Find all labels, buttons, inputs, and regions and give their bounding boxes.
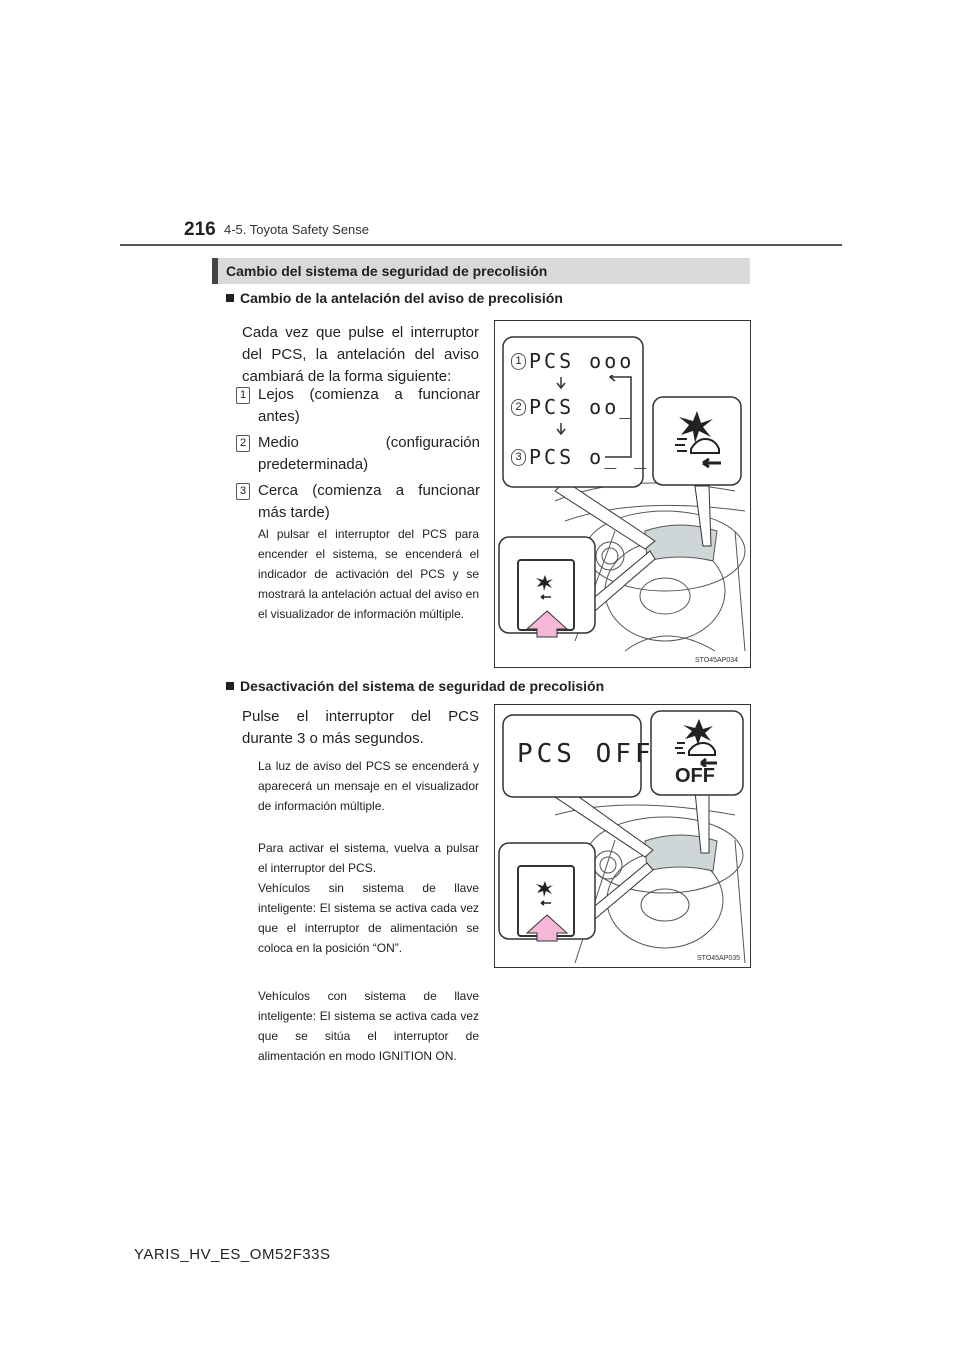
item-3-line1: Cerca (comienza a funcionar [258, 482, 480, 499]
block2-note-1: La luz de aviso del PCS se encenderá y aparecerá un mensaje en el visualizador de información múltiple. [258, 759, 479, 813]
display-line-medium: PCS oo_ [529, 395, 635, 419]
block2-note-3: Vehículos sin sistema de llave inteligente: El sistema se activa cada vez que el interruptor de alimentación se coloca en la posición “ON”. [258, 881, 479, 955]
figure-pcs-off [494, 704, 751, 968]
press-arrow-icon [525, 913, 569, 943]
page-number: 216 [184, 219, 216, 240]
press-arrow-icon [525, 609, 569, 639]
banner-title: Cambio del sistema de seguridad de precolisión [226, 263, 548, 279]
square-bullet-icon [226, 682, 234, 690]
item-2-line2: predeterminada) [258, 456, 369, 473]
item-2-line1: Medio (configuración [258, 434, 480, 451]
cycle-arrows-icon [555, 375, 641, 461]
callout-number: 3 [511, 449, 526, 466]
figure-timing-change [494, 320, 751, 668]
item-1-line1: Lejos (comienza a funcionar [258, 386, 480, 403]
item-number: 3 [236, 483, 250, 500]
off-label: OFF [675, 765, 715, 787]
pcs-warning-icon [667, 409, 729, 471]
figure-code: STO45AP034 [695, 657, 739, 664]
display-pcs-off: PCS OFF [517, 739, 655, 769]
square-bullet-icon [226, 294, 234, 302]
pcs-warning-icon [671, 717, 727, 767]
display-line-far: PCS ooo [529, 349, 635, 373]
block1-heading: Cambio de la antelación del aviso de precolisión [226, 290, 563, 306]
block2-heading: Desactivación del sistema de seguridad de precolisión [226, 678, 604, 694]
callout-number: 2 [511, 399, 526, 416]
header-rule [120, 244, 842, 246]
section-title: 4-5. Toyota Safety Sense [224, 222, 370, 237]
block2-note-4: Vehículos con sistema de llave inteligente: El sistema se activa cada vez que se sitúa el interruptor de alimentación en modo IGNITION ON. [258, 989, 479, 1063]
document-code: YARIS_HV_ES_OM52F33S [134, 1246, 331, 1263]
figure-code: STO45AP035 [697, 955, 741, 962]
item-3-line2: más tarde) [258, 504, 330, 521]
section-banner [212, 258, 750, 284]
item-1-line2: antes) [258, 408, 300, 425]
display-line-near: PCS o_ _ [529, 445, 650, 469]
callout-number: 1 [511, 353, 526, 370]
banner-accent-bar [212, 258, 218, 284]
block2-note-2: Para activar el sistema, vuelva a pulsar el interruptor del PCS. [258, 841, 479, 875]
item-number: 2 [236, 435, 250, 452]
item-number: 1 [236, 387, 250, 404]
block1-note: Al pulsar el interruptor del PCS para encender el sistema, se encenderá el indicador de activación del PCS y se mostrará la antelación actual del aviso en el visualizador de información múltiple. [258, 527, 479, 621]
block2-intro: Pulse el interruptor del PCS durante 3 o más segundos. [242, 708, 479, 747]
block1-intro: Cada vez que pulse el interruptor del PCS, la antelación del aviso cambiará de la forma siguiente: [242, 324, 479, 385]
